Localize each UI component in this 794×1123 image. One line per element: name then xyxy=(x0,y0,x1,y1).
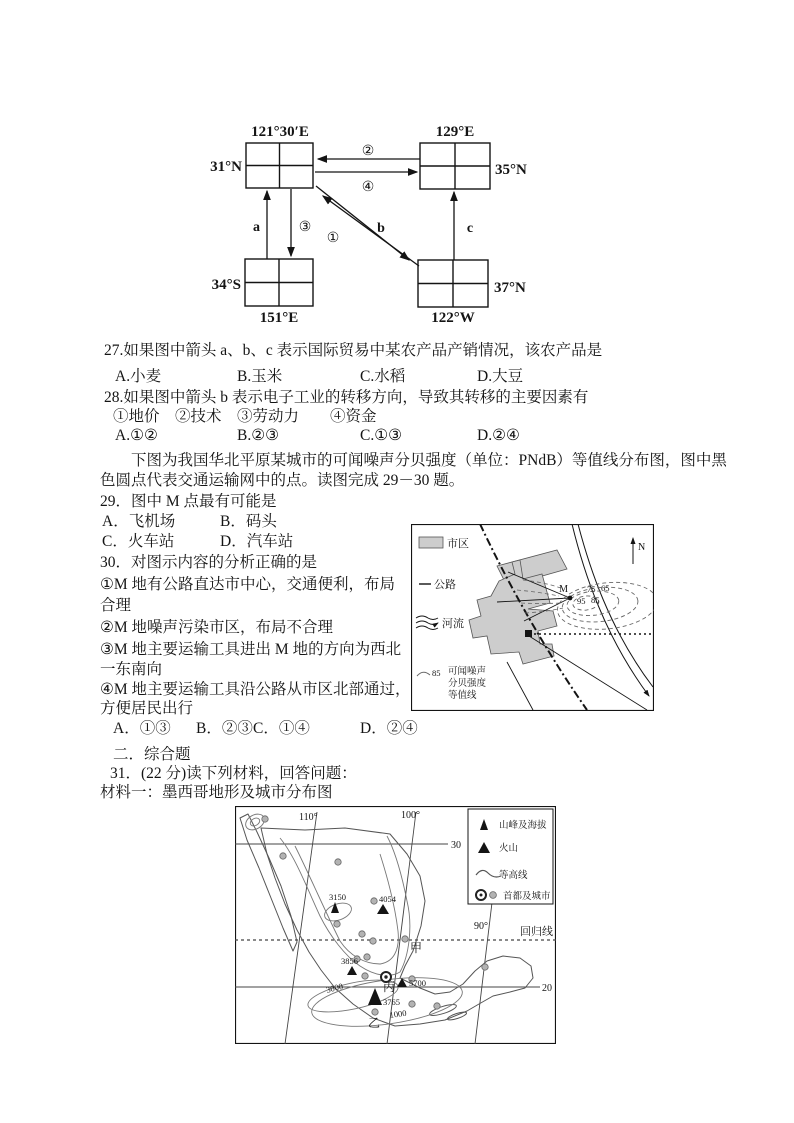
q28-option-c: C.①③ xyxy=(360,427,403,444)
q28-option-d: D.②④ xyxy=(477,427,520,444)
contour-1000-label: 1000 xyxy=(388,1007,408,1020)
q30-item4-l1: ④M 地主要运输工具沿公路从市区北部通过， xyxy=(100,681,411,698)
contour-75: 75 xyxy=(587,584,596,594)
legend-contour-line1: 可闻噪声 xyxy=(448,667,487,677)
lon100-label: 100° xyxy=(401,810,420,821)
q30-item2: ②M 地噪声污染市区，布局不合理 xyxy=(100,619,334,636)
coord-bottom-left-lat: 34°S xyxy=(211,277,241,293)
elev-3150: 3150 xyxy=(329,892,346,902)
coord-bottom-right-lon: 122°W xyxy=(431,310,475,326)
q28-option-b: B.②③ xyxy=(237,427,280,444)
elev-4054: 4054 xyxy=(379,894,396,904)
station-square xyxy=(525,630,532,637)
tropic-label: 回归线 xyxy=(520,926,553,938)
q29-option-b: B．码头 xyxy=(220,513,277,530)
intro-line-2: 色圆点代表交通运输网中的点。读图完成 29－30 题。 xyxy=(100,472,465,489)
label-jia: 甲 xyxy=(410,941,423,955)
legend-contour-line3: 等值线 xyxy=(448,691,477,701)
q30-item1-l1: ①M 地有公路直达市中心，交通便利，布局 xyxy=(100,576,396,593)
arrow-label-4: ④ xyxy=(361,180,375,195)
contour-65: 65 xyxy=(601,583,610,593)
legend-contour-value: 85 xyxy=(432,668,441,678)
lon110-label: 110° xyxy=(299,812,318,823)
q29-stem: 29．图中 M 点最有可能是 xyxy=(100,493,277,510)
arrow-label-c: c xyxy=(466,221,474,236)
m-point xyxy=(568,596,573,601)
intro-line-1: 下图为我国华北平原某城市的可闻噪声分贝强度（单位：PNdB）等值线分布图，图中黑 xyxy=(131,452,727,469)
arrow-label-2: ② xyxy=(361,144,375,159)
q29-option-a: A．飞机场 xyxy=(102,513,176,530)
q30-stem: 30．对图示内容的分析正确的是 xyxy=(100,554,318,571)
coord-bottom-left-lon: 151°E xyxy=(259,310,299,326)
legend-contour-label: 等高线 xyxy=(499,871,528,881)
q27-option-c: C.水稻 xyxy=(360,368,406,385)
north-label: N xyxy=(638,542,646,553)
flow-arrows xyxy=(267,159,454,266)
elev-3765: 3765 xyxy=(383,997,400,1007)
q31-stem: 31．(22 分)读下列材料，回答问题： xyxy=(110,765,357,782)
legend-capital-label: 首都及城市 xyxy=(503,892,551,902)
q29-option-d: D．汽车站 xyxy=(220,533,294,550)
elev-5700: 5700 xyxy=(409,978,426,988)
elev-3856: 3856 xyxy=(341,956,358,966)
section2-header: 二．综合题 xyxy=(113,746,191,763)
q29-option-c: C．火车站 xyxy=(102,533,175,550)
q27-option-d: D.大豆 xyxy=(477,368,524,385)
legend-contour-line2: 分贝强度 xyxy=(448,679,487,689)
material1-title: 材料一：墨西哥地形及城市分布图 xyxy=(100,784,333,801)
lat30-label: 30 xyxy=(451,840,461,851)
q30-option-c: C．①④ xyxy=(253,720,310,737)
noise-contour-map xyxy=(411,524,654,711)
legend-volcano-label: 火山 xyxy=(499,844,519,854)
region-boxes xyxy=(245,143,490,307)
q30-item1-l2: 合理 xyxy=(100,597,132,614)
coord-top-left-lat: 31°N xyxy=(210,159,242,175)
q28-stem: 28.如果图中箭头 b 表示电子工业的转移方向，导致其转移的主要因素有 xyxy=(104,389,589,406)
coord-top-left-lon: 121°30′E xyxy=(251,124,309,140)
lat20-label: 20 xyxy=(542,983,552,994)
contour-85: 85 xyxy=(591,595,600,605)
q30-item4-l2: 方便居民出行 xyxy=(100,700,194,717)
legend-urban-icon xyxy=(419,537,443,548)
coord-top-right-lat: 35°N xyxy=(495,162,527,178)
q27-stem: 27.如果图中箭头 a、b、c 表示国际贸易中某农产品产销情况，该农产品是 xyxy=(104,342,603,359)
legend-urban-label: 市区 xyxy=(447,538,469,550)
q30-option-b: B．②③ xyxy=(196,720,253,737)
legend-river-label: 河流 xyxy=(442,618,464,630)
q27-option-a: A.小麦 xyxy=(115,368,162,385)
arrow-label-1: ① xyxy=(326,231,340,246)
coord-top-right-lon: 129°E xyxy=(435,124,475,140)
trade-flow-diagram xyxy=(180,118,600,333)
arrow-label-b: b xyxy=(377,221,385,236)
q30-item3-l2: 一东南向 xyxy=(100,661,163,678)
q28-items: ①地价 ②技术 ③劳动力 ④资金 xyxy=(113,408,377,425)
mexico-map-legend xyxy=(468,809,553,904)
lon90-label: 90° xyxy=(474,921,488,932)
label-bing: 丙 xyxy=(383,980,396,994)
q27-option-b: B.玉米 xyxy=(237,368,283,385)
q30-item3-l1: ③M 地主要运输工具进出 M 地的方向为西北 xyxy=(100,641,402,658)
legend-peak-label: 山峰及海拔 xyxy=(499,821,547,831)
contour-95: 95 xyxy=(577,596,586,606)
q30-option-a: A．①③ xyxy=(113,720,171,737)
arrow-label-3: ③ xyxy=(298,220,312,235)
q28-option-a: A.①② xyxy=(115,427,158,444)
q30-option-d: D．②④ xyxy=(360,720,418,737)
m-label: M xyxy=(559,584,568,595)
contour-3000-label: 3000 xyxy=(324,980,344,995)
arrow-label-a: a xyxy=(253,220,260,235)
coord-bottom-right-lat: 37°N xyxy=(494,280,526,296)
mexico-map xyxy=(235,806,556,1044)
legend-road-label: 公路 xyxy=(434,579,456,591)
label-yi: 乙 xyxy=(368,1016,381,1030)
